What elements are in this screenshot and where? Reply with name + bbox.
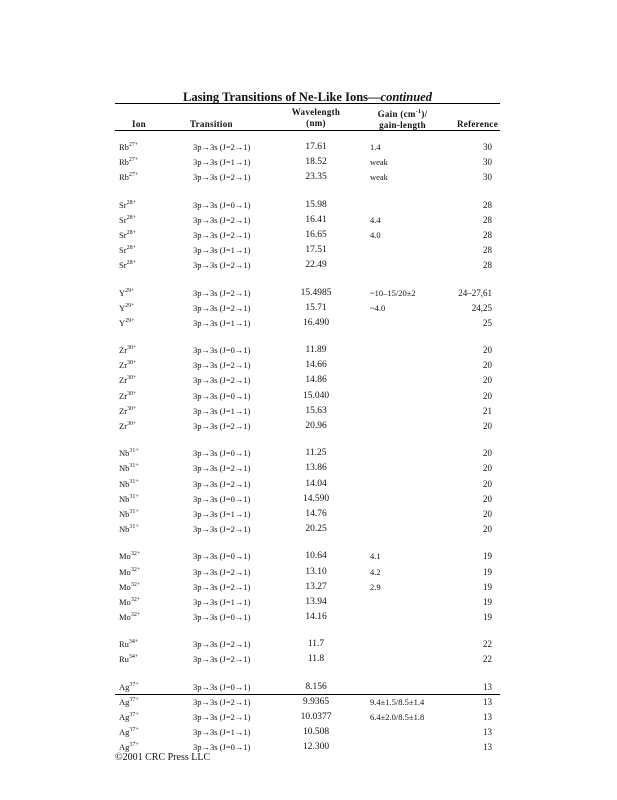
ion-element: Mo [119,612,131,623]
table-row [117,359,497,374]
table-row [117,229,497,244]
cell-reference: 20 [483,478,492,489]
cell-transition: 3p→3s (J=2→1) [193,142,251,152]
cell-transition: 3p→3s (J=0→1) [193,448,251,459]
ion-charge: 31+ [129,448,139,455]
cell-wavelength: 16.65 [305,229,327,240]
table-row [117,508,497,523]
cell-reference: 13 [483,681,492,692]
cell-transition: 3p→3s (J=1→1) [193,317,251,328]
ion-group [117,676,497,764]
ion-charge: 37+ [129,712,139,718]
header-gain-suffix: )/ [421,109,428,119]
table-row [117,344,497,359]
cell-reference: 28 [483,245,492,256]
cell-transition: 3p→3s (J=2→1) [193,302,251,313]
cell-transition: 3p→3s (J=2→1) [193,463,251,474]
table-title-text: Lasing Transitions of Ne-Like Ions— [183,90,381,104]
table-title-continued: continued [380,90,432,104]
ion-element: Rb [119,157,129,168]
cell-ion [119,582,140,592]
ion-charge: 30+ [127,360,137,367]
cell-wavelength: 14.590 [302,493,330,504]
ion-element: Zr [119,390,128,401]
header-gain-exponent: -1 [415,109,422,115]
cell-ion [119,215,136,225]
cell-gain: weak [370,157,388,168]
cell-reference: 21 [483,405,492,416]
table-row [117,199,497,214]
cell-transition: 3p→3s (J=0→1) [193,681,251,692]
cell-wavelength: 13.27 [305,581,327,592]
table-row [117,156,497,171]
ion-charge: 27+ [128,172,139,179]
ion-charge: 29+ [125,287,135,294]
ion-charge: 30+ [127,375,137,382]
cell-transition: 3p→3s (J=0→1) [193,612,251,623]
cell-ion [119,727,139,737]
bottom-rule [115,694,500,695]
header-rule [115,130,500,131]
cell-ion [119,421,136,431]
ion-charge: 27+ [128,142,139,148]
cell-reference: 13 [483,712,492,722]
ion-charge: 28+ [126,199,136,206]
cell-reference: 20 [483,463,492,474]
ion-element: Sr [119,245,127,256]
cell-ion [119,524,139,534]
cell-transition: 3p→3s (J=2→1) [193,654,251,665]
cell-reference: 28 [483,214,492,225]
ion-element: Zr [119,375,128,386]
cell-transition: 3p→3s (J=1→1) [193,245,251,256]
cell-ion [119,448,139,458]
ion-charge: 37+ [129,727,139,734]
cell-reference: 13 [483,742,492,753]
cell-wavelength: 11.25 [305,448,327,459]
cell-wavelength: 17.61 [305,142,327,152]
cell-wavelength: 15.63 [305,405,327,416]
header-transition: Transition [190,119,233,129]
cell-ion [119,612,140,622]
cell-transition: 3p→3s (J=0→1) [193,345,251,356]
table-row [117,611,497,626]
cell-gain: 4.2 [370,566,381,577]
header-gain [360,107,445,130]
header-gain-line1 [360,107,445,120]
cell-ion [119,463,139,473]
cell-ion [119,230,136,240]
ion-charge: 30+ [127,405,137,412]
ion-group [117,282,497,340]
cell-gain: 4.1 [370,551,381,562]
table-row [117,581,497,596]
cell-transition: 3p→3s (J=1→1) [193,727,251,738]
cell-gain: ~4.0 [370,302,386,313]
cell-ion [119,682,139,692]
cell-transition: 3p→3s (J=2→1) [193,581,251,592]
cell-wavelength: 14.66 [305,360,327,371]
cell-ion [119,479,139,489]
ion-charge: 37+ [129,681,139,688]
cell-gain: ~10–15/20±2 [370,287,416,298]
table-row [117,653,497,668]
ion-charge: 31+ [129,493,139,500]
top-rule [115,103,500,104]
ion-element: Zr [119,405,128,416]
cell-wavelength: 23.35 [305,172,327,183]
ion-element: Ag [119,696,130,707]
cell-ion [119,245,136,255]
cell-ion [119,567,140,577]
table-row [117,214,497,229]
table-row [117,287,497,302]
header-wavelength-line1: Wavelength [291,107,341,117]
cell-gain: 1.4 [370,142,381,152]
cell-ion [119,157,138,167]
header-reference: Reference [456,119,498,129]
cell-transition: 3p→3s (J=2→1) [193,566,251,577]
cell-ion [119,172,138,182]
ion-element: Mo [119,551,131,562]
cell-transition: 3p→3s (J=1→1) [193,157,251,168]
ion-element: Nb [119,493,130,504]
cell-gain: 6.4±2.0/8.5±1.8 [370,712,425,722]
cell-reference: 20 [483,360,492,371]
cell-reference: 20 [483,345,492,356]
cell-transition: 3p→3s (J=0→1) [193,742,251,753]
table-row [117,493,497,508]
ion-element: Ag [119,681,130,692]
cell-ion [119,288,135,298]
cell-reference: 13 [483,727,492,738]
cell-reference: 22 [483,654,492,665]
cell-ion [119,360,136,370]
ion-element: Ag [119,727,130,738]
cell-reference: 30 [483,157,492,168]
cell-reference: 25 [483,317,492,328]
ion-charge: 28+ [126,214,136,221]
ion-element: Sr [119,229,127,240]
table-row [117,390,497,405]
cell-wavelength: 14.16 [305,612,327,623]
cell-ion [119,509,139,519]
cell-wavelength: 22.49 [305,260,327,271]
cell-transition: 3p→3s (J=2→1) [193,360,251,371]
cell-transition: 3p→3s (J=0→1) [193,493,251,504]
ion-element: Ru [119,639,129,650]
cell-ion [119,318,135,328]
header-gain-text: Gain (cm [377,109,416,119]
cell-wavelength: 10.0377 [300,712,332,722]
table-row [117,171,497,186]
cell-gain: weak [370,172,388,183]
header-gain-line2: gain-length [379,119,426,130]
table-body [117,136,497,764]
header-wavelength [282,107,350,128]
ion-element: Y [119,302,126,313]
table-row [117,478,497,493]
cell-transition: 3p→3s (J=1→1) [193,596,251,607]
cell-reference: 20 [483,448,492,459]
cell-transition: 3p→3s (J=2→1) [193,524,251,535]
cell-reference: 20 [483,493,492,504]
ion-charge: 28+ [126,260,136,267]
ion-charge: 31+ [129,524,139,531]
ion-group [117,339,497,442]
cell-transition: 3p→3s (J=2→1) [193,214,251,225]
cell-ion [119,406,136,416]
ion-charge: 32+ [130,596,141,603]
ion-charge: 27+ [128,157,139,164]
cell-wavelength: 8.156 [305,681,327,692]
cell-ion [119,494,139,504]
ion-group [117,442,497,545]
table-row [117,420,497,435]
cell-wavelength: 13.10 [305,566,327,577]
cell-reference: 19 [483,581,492,592]
ion-charge: 28+ [126,229,136,236]
cell-reference: 24,25 [471,302,492,313]
ion-group [117,194,497,282]
table-row [117,244,497,259]
table-row [117,374,497,389]
table-row [117,447,497,462]
cell-wavelength: 13.94 [305,596,327,607]
ion-charge: 32+ [130,551,141,558]
table-row [117,141,497,156]
cell-reference: 28 [483,229,492,240]
header-wavelength-line2: (nm) [306,117,326,128]
table-row [117,302,497,317]
cell-reference: 20 [483,421,492,431]
cell-reference: 22 [483,639,492,650]
cell-wavelength: 11.89 [305,345,327,356]
ion-element: Sr [119,199,127,210]
cell-transition: 3p→3s (J=2→1) [193,712,251,722]
ion-charge: 31+ [129,463,139,470]
cell-transition: 3p→3s (J=2→1) [193,229,251,240]
ion-charge: 37+ [129,742,139,749]
cell-transition: 3p→3s (J=2→1) [193,260,251,271]
ion-element: Nb [119,448,130,459]
cell-ion [119,742,139,752]
cell-transition: 3p→3s (J=2→1) [193,287,251,298]
cell-wavelength: 11.7 [307,639,325,650]
cell-reference: 19 [483,596,492,607]
cell-wavelength: 9.9365 [302,696,330,707]
ion-charge: 29+ [125,317,135,324]
ion-charge: 31+ [129,478,139,485]
cell-transition: 3p→3s (J=2→1) [193,696,251,707]
cell-reference: 20 [483,375,492,386]
ion-group [117,136,497,194]
ion-element: Zr [119,421,128,431]
cell-wavelength: 11.8 [307,654,325,665]
cell-reference: 13 [483,696,492,707]
ion-element: Zr [119,345,128,356]
ion-charge: 30+ [127,345,137,352]
cell-ion [119,391,136,401]
cell-wavelength: 17.51 [305,245,327,256]
ion-element: Zr [119,360,128,371]
ion-charge: 32+ [130,581,141,588]
cell-transition: 3p→3s (J=1→1) [193,508,251,519]
ion-charge: 32+ [130,566,141,573]
cell-ion [119,345,136,355]
cell-wavelength: 15.040 [302,390,330,401]
cell-transition: 3p→3s (J=2→1) [193,421,251,431]
cell-wavelength: 15.71 [305,302,327,313]
ion-charge: 31+ [129,508,139,515]
ion-element: Rb [119,172,129,183]
ion-charge: 34+ [128,654,139,661]
ion-element: Nb [119,508,130,519]
cell-wavelength: 16.41 [305,214,327,225]
table-row [117,259,497,274]
table-row [117,638,497,653]
cell-reference: 24–27,61 [458,287,492,298]
cell-reference: 20 [483,390,492,401]
ion-element: Y [119,287,126,298]
cell-gain: 2.9 [370,581,381,592]
cell-transition: 3p→3s (J=2→1) [193,375,251,386]
cell-ion [119,597,140,607]
cell-ion [119,551,140,561]
cell-wavelength: 20.25 [305,524,327,535]
ion-element: Nb [119,463,130,474]
table-row [117,596,497,611]
header-ion: Ion [132,119,146,129]
ion-element: Mo [119,581,131,592]
cell-ion [119,303,135,313]
ion-charge: 28+ [126,245,136,252]
cell-reference: 28 [483,199,492,210]
ion-element: Nb [119,524,130,535]
cell-wavelength: 20.96 [305,421,327,431]
ion-charge: 30+ [127,421,137,427]
cell-reference: 19 [483,551,492,562]
cell-transition: 3p→3s (J=2→1) [193,172,251,183]
cell-wavelength: 15.4985 [300,287,332,298]
ion-element: Ru [119,654,129,665]
cell-ion [119,375,136,385]
ion-element: Nb [119,478,130,489]
cell-reference: 30 [483,172,492,183]
ion-element: Mo [119,566,131,577]
table-row [117,405,497,420]
cell-ion [119,712,139,722]
cell-wavelength: 13.86 [305,463,327,474]
cell-wavelength: 10.508 [302,727,330,738]
cell-gain: 4.0 [370,229,381,240]
cell-ion [119,142,138,152]
ion-element: Ag [119,712,130,722]
ion-charge: 29+ [125,302,135,309]
ion-charge: 30+ [127,390,137,397]
cell-transition: 3p→3s (J=1→1) [193,405,251,416]
ion-element: Mo [119,596,131,607]
table-row [117,696,497,711]
cell-ion [119,654,138,664]
table-row [117,462,497,477]
table-row [117,566,497,581]
cell-wavelength: 14.86 [305,375,327,386]
copyright-footer: ©2001 CRC Press LLC [115,752,211,763]
cell-ion [119,697,139,707]
cell-transition: 3p→3s (J=0→1) [193,390,251,401]
table-row [117,711,497,726]
cell-wavelength: 14.76 [305,508,327,519]
table-row [117,550,497,565]
cell-wavelength: 10.64 [305,551,327,562]
cell-reference: 19 [483,566,492,577]
cell-reference: 20 [483,524,492,535]
cell-transition: 3p→3s (J=2→1) [193,639,251,650]
cell-gain: 4.4 [370,214,381,225]
table-row [117,726,497,741]
ion-element: Rb [119,142,129,152]
ion-element: Sr [119,260,127,271]
cell-transition: 3p→3s (J=0→1) [193,551,251,562]
cell-reference: 20 [483,508,492,519]
cell-ion [119,260,136,270]
cell-wavelength: 14.04 [305,478,327,489]
cell-ion [119,639,138,649]
ion-element: Ag [119,742,130,753]
table-row [117,523,497,538]
cell-reference: 30 [483,142,492,152]
ion-charge: 37+ [129,696,139,703]
cell-reference: 28 [483,260,492,271]
ion-group [117,633,497,675]
cell-transition: 3p→3s (J=2→1) [193,478,251,489]
ion-group [117,545,497,633]
cell-reference: 19 [483,612,492,623]
cell-ion [119,200,136,210]
cell-wavelength: 12.300 [302,742,330,753]
ion-element: Y [119,317,126,328]
cell-wavelength: 16.490 [302,317,330,328]
ion-charge: 32+ [130,612,141,619]
cell-gain: 9.4±1.5/8.5±1.4 [370,696,425,707]
ion-charge: 34+ [128,639,139,646]
table-row [117,317,497,332]
cell-transition: 3p→3s (J=0→1) [193,199,251,210]
ion-element: Sr [119,214,127,225]
cell-wavelength: 18.52 [305,157,327,168]
cell-wavelength: 15.98 [305,199,327,210]
